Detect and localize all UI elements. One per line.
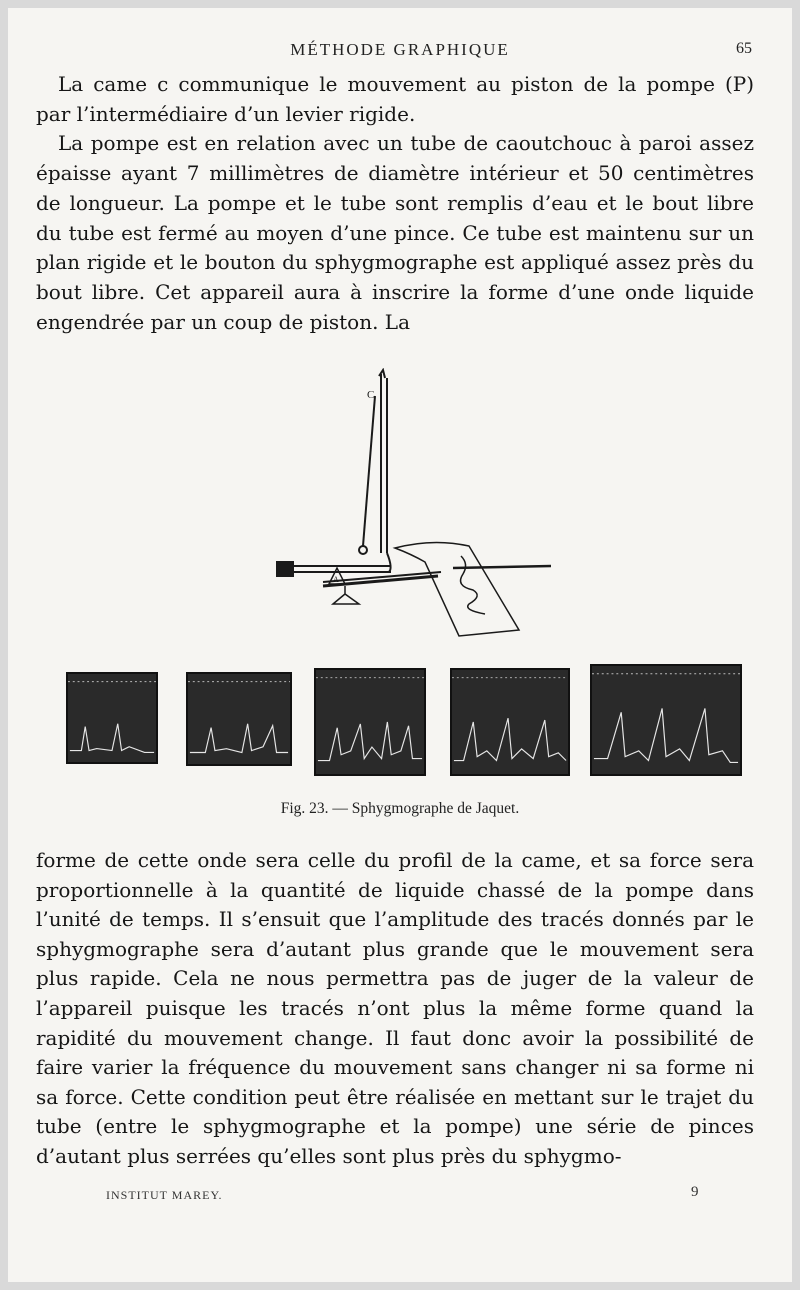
tracing-panel-1 [66, 672, 158, 764]
sphygmograph-illustration [263, 368, 563, 658]
page-number: 65 [736, 40, 752, 57]
figure-label-a: A [333, 575, 339, 584]
figure-label-c: C [367, 389, 375, 401]
pulse-tracings [66, 662, 746, 786]
running-head [8, 40, 792, 64]
paragraph-second: La pompe est en relation avec un tube de caoutchouc à paroi assez épaisse ayant 7 millimètres de diamètre intérieur et 50 centimètres de longueur. La pompe et le tube sont remplis d’eau et le bout libre du tube est fermé au moyen d’une pince. Ce tube est maintenu sur un plan rigide et le bouton du sphygmographe est appliqué assez près du bout libre. Cet appareil aura à inscrire la forme d’une onde liquide engendrée par un coup de piston. La [36, 131, 754, 334]
figure-caption: Fig. 23. — Sphygmographe de Jaquet. [280, 800, 520, 817]
tracing-panel-3 [314, 668, 426, 776]
paragraph-first: La came c communique le mouvement au piston de la pompe (P) par l’intermédiaire d’un levier rigide. [36, 72, 754, 126]
footer-signature: INSTITUT MAREY. [106, 1188, 223, 1202]
paragraph-bottom: forme de cette onde sera celle du profil de la came, et sa force sera proportionnelle à la quantité de liquide chassé de la pompe dans l’unité de temps. Il s’ensuit que l’amplitude des tracés donnés par le sphygmographe sera d’autant plus grande que le mouvement sera plus rapide. Cela ne nous permettra pas de juger de la valeur de l’appareil puisque les tracés n’ont plus la même forme quand la rapidité du mouvement change. Il faut donc avoir la possibilité de faire varier la fréquence du mouvement sans changer ni sa forme ni sa force. Cette condition peut être réalisée en mettant sur le trajet du tube (entre le sphygmographe et la pompe) une série de pinces d’autant plus serrées qu’elles sont plus près du sphygmo- [36, 848, 754, 1168]
paragraph-top [36, 70, 754, 337]
tracing-panel-2 [186, 672, 292, 766]
tracing-panel-4 [450, 668, 570, 776]
footer-sheet-number: 9 [691, 1184, 699, 1200]
running-head-title: MÉTHODE GRAPHIQUE [290, 40, 510, 59]
tracing-panel-5 [590, 664, 742, 776]
book-page [8, 8, 792, 1282]
